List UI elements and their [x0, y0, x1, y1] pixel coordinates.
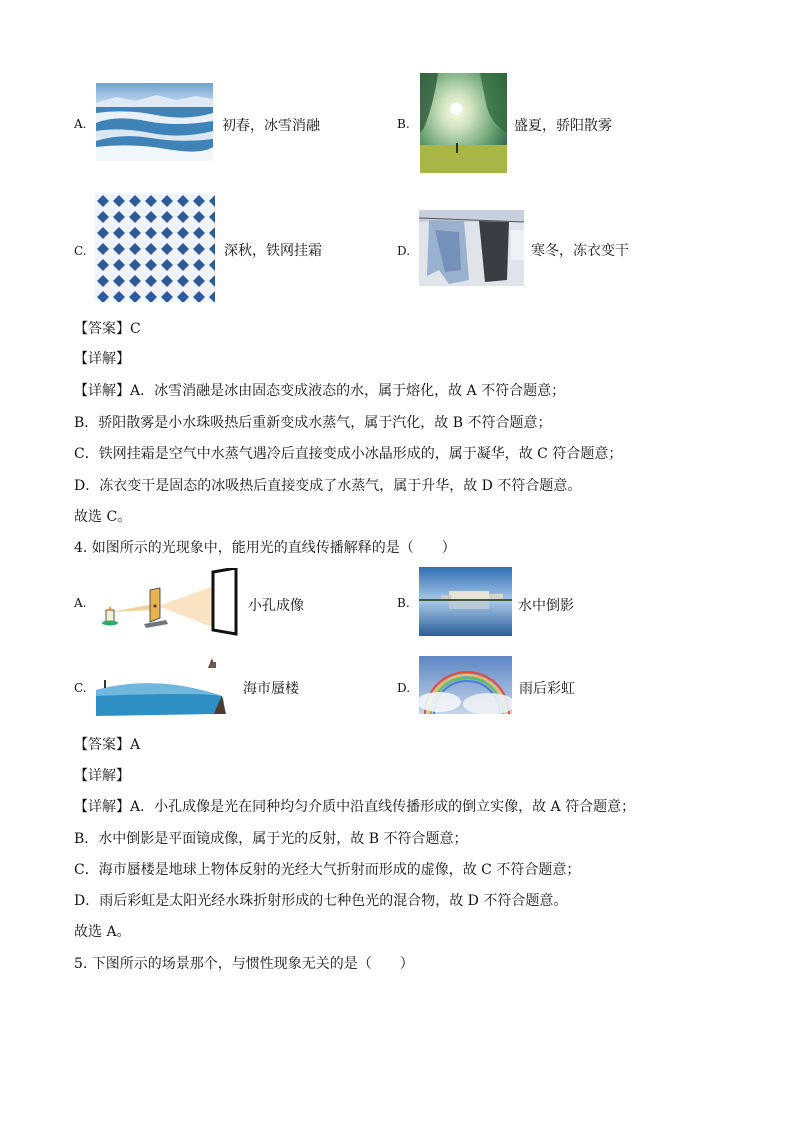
q4-option-c-image-mirage — [96, 656, 236, 718]
q4-option-d-image-rainbow — [419, 656, 512, 714]
q4-option-b-letter: B. — [397, 596, 410, 610]
q4-detail-heading: 【详解】 — [74, 768, 130, 784]
q4-option-b-text: 水中倒影 — [518, 598, 574, 614]
q3-conclusion: 故选 C。 — [74, 509, 132, 525]
q4-explanation-line: D．雨后彩虹是太阳光经水珠折射形成的七种色光的混合物，故 D 不符合题意。 — [74, 893, 568, 909]
q3-explanation-line: 【详解】A．冰雪消融是冰由固态变成液态的水，属于熔化，故 A 不符合题意； — [74, 383, 566, 399]
q4-stem: 4. 如图所示的光现象中，能用光的直线传播解释的是（ ） — [74, 540, 456, 556]
q3-option-c-letter: C. — [74, 244, 87, 258]
q3-option-c-text: 深秋，铁网挂霜 — [224, 243, 322, 259]
q4-option-d-letter: D. — [397, 681, 411, 695]
q4-explanation-line: 【详解】A．小孔成像是光在同种均匀介质中沿直线传播形成的倒立实像，故 A 符合题意； — [74, 799, 636, 815]
q3-option-a-image-ice-melting — [96, 83, 213, 161]
q3-option-c-image-frost-net — [95, 193, 215, 302]
q4-option-a-text: 小孔成像 — [248, 598, 304, 614]
q4-explanation-line: B．水中倒影是平面镜成像，属于光的反射，故 B 不符合题意； — [74, 831, 468, 847]
q3-option-b-image-sun-fog — [420, 73, 507, 173]
q3-explanation-line: C．铁网挂霜是空气中水蒸气遇冷后直接变成小冰晶形成的，属于凝华，故 C 符合题意； — [74, 446, 623, 462]
q4-option-c-letter: C. — [74, 681, 87, 695]
q4-option-a-letter: A. — [74, 596, 87, 610]
q4-option-c-text: 海市蜃楼 — [243, 681, 299, 697]
q4-option-a-image-pinhole — [96, 568, 241, 638]
q3-option-d-image-frozen-clothes — [419, 210, 524, 286]
q3-option-d-text: 寒冬，冻衣变干 — [531, 243, 629, 259]
q3-option-d-letter: D. — [397, 244, 411, 258]
q3-explanation-line: D．冻衣变干是固态的冰吸热后直接变成了水蒸气，属于升华，故 D 不符合题意。 — [74, 478, 582, 494]
q3-option-b-text: 盛夏，骄阳散雾 — [514, 118, 612, 134]
q3-explanation-line: B．骄阳散雾是小水珠吸热后重新变成水蒸气，属于汽化，故 B 不符合题意； — [74, 415, 552, 431]
q3-option-a-letter: A. — [74, 117, 87, 131]
q4-conclusion: 故选 A。 — [74, 924, 131, 940]
q4-explanation-line: C．海市蜃楼是地球上物体反射的光经大气折射而形成的虚像，故 C 不符合题意； — [74, 862, 581, 878]
q3-option-b-letter: B. — [397, 117, 410, 131]
q3-answer: 【答案】C — [74, 321, 141, 337]
q5-stem: 5. 下图所示的场景那个，与惯性现象无关的是（ ） — [74, 956, 414, 972]
q3-option-a-text: 初春，冰雪消融 — [222, 118, 320, 134]
q4-option-b-image-reflection — [419, 567, 512, 636]
q4-answer: 【答案】A — [74, 737, 141, 753]
q3-detail-heading: 【详解】 — [74, 351, 130, 367]
q4-option-d-text: 雨后彩虹 — [519, 681, 575, 697]
